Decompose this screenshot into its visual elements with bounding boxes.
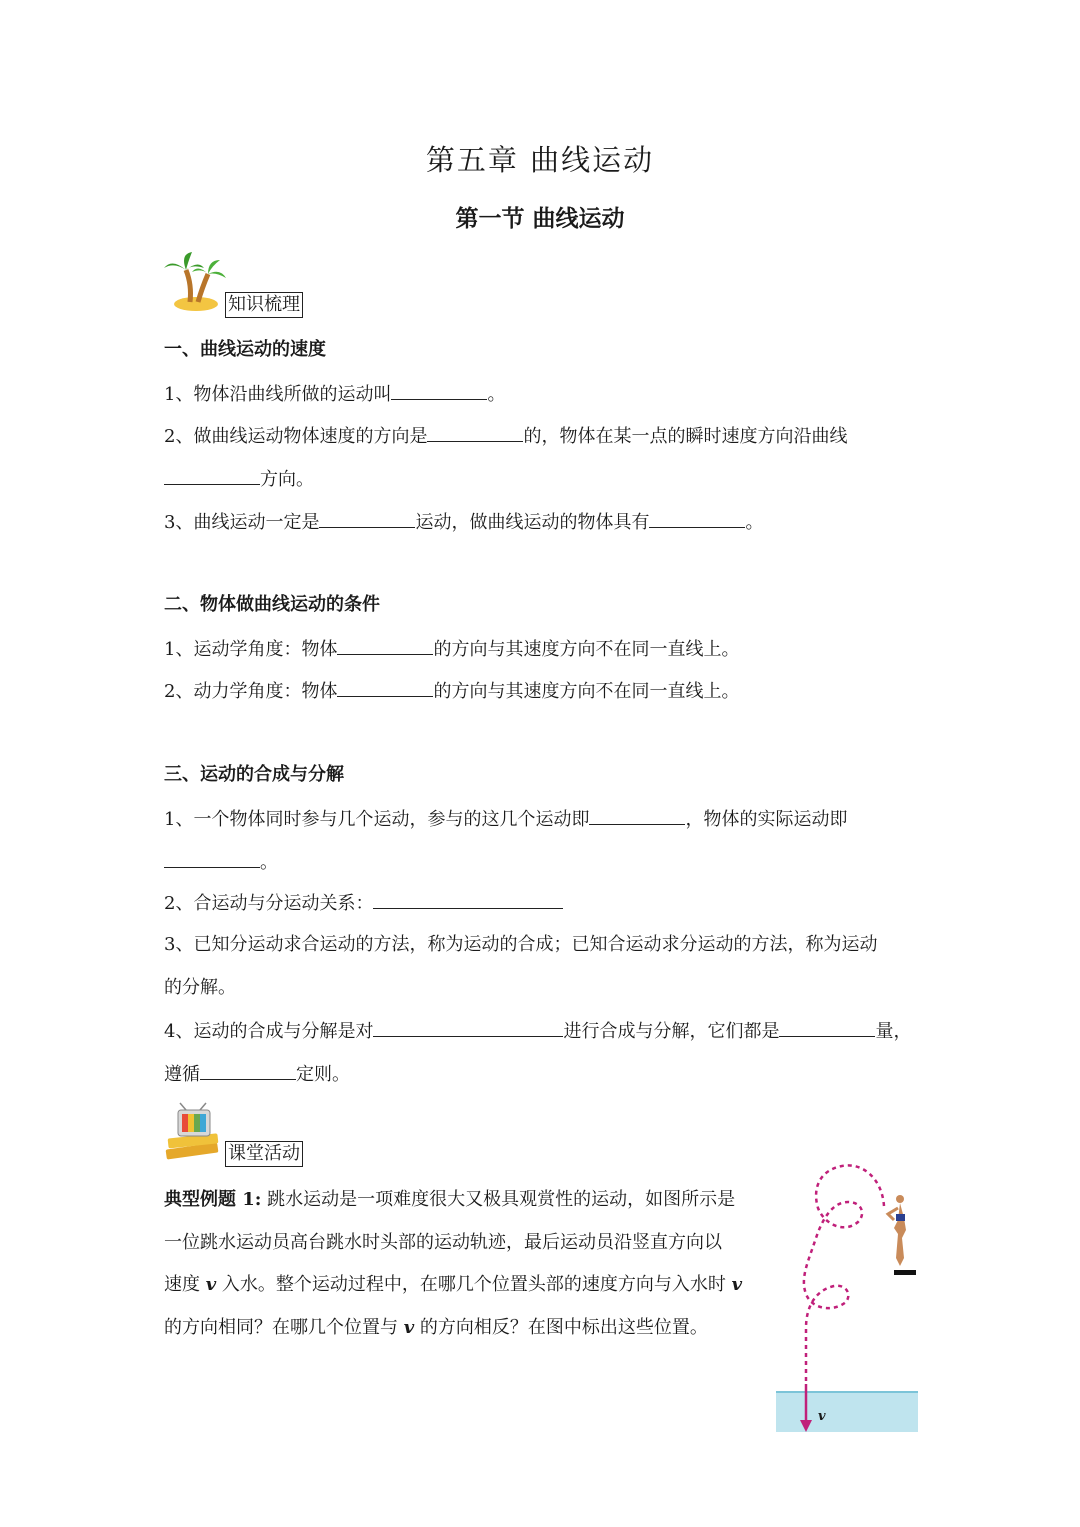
- s1-line2: 2、做曲线运动物体速度的方向是 的，物体在某一点的瞬时速度方向沿曲线: [164, 423, 847, 449]
- blank[interactable]: [200, 1061, 296, 1080]
- s3-line4: 4、运动的合成与分解是对 进行合成与分解，它们都是 量，: [164, 1018, 911, 1044]
- blank[interactable]: [319, 509, 415, 528]
- s1-line3: 3、曲线运动一定是 运动，做曲线运动的物体具有 。: [164, 509, 763, 535]
- activity-badge: 课堂活动: [225, 1141, 303, 1167]
- example-line4: 的方向相同？在哪几个位置与 v 的方向相反？在图中标出这些位置。: [164, 1317, 708, 1338]
- water-surface: [776, 1392, 918, 1432]
- blank[interactable]: [164, 849, 260, 868]
- s2-line2: 2、动力学角度：物体 的方向与其速度方向不在同一直线上。: [164, 678, 739, 704]
- blank[interactable]: [337, 678, 433, 697]
- example-line2: 一位跳水运动员高台跳水时头部的运动轨迹，最后运动员沿竖直方向以: [164, 1232, 722, 1253]
- blank[interactable]: [391, 381, 487, 400]
- blank[interactable]: [164, 466, 260, 485]
- s2-heading: 二、物体做曲线运动的条件: [164, 594, 380, 615]
- s3-line2: 2、合运动与分运动关系：: [164, 890, 563, 916]
- blank[interactable]: [427, 423, 523, 442]
- blank[interactable]: [779, 1018, 875, 1037]
- trajectory-path: [804, 1165, 884, 1384]
- diving-platform: [894, 1270, 916, 1275]
- figure-v-label: v: [818, 1409, 826, 1424]
- s3-line1-cont: 。: [164, 849, 278, 875]
- blank[interactable]: [373, 890, 563, 909]
- blank[interactable]: [337, 636, 433, 655]
- example-line1: 典型例题 1: 跳水运动是一项难度很大又极具观赏性的运动，如图所示是: [164, 1189, 736, 1210]
- books-tv-icon: [162, 1102, 228, 1164]
- section-title: 第一节 曲线运动: [455, 205, 625, 232]
- knowledge-badge: 知识梳理: [225, 292, 303, 318]
- diver-icon: [888, 1195, 906, 1266]
- s1-line1: 1、物体沿曲线所做的运动叫 。: [164, 381, 505, 407]
- example-line3: 速度 v 入水。整个运动过程中，在哪几个位置头部的速度方向与入水时 v: [164, 1274, 743, 1295]
- s1-line2-cont: 方向。: [164, 466, 314, 492]
- s3-line3-cont: 的分解。: [164, 977, 236, 998]
- s3-heading: 三、运动的合成与分解: [164, 764, 344, 785]
- s1-heading: 一、曲线运动的速度: [164, 339, 326, 360]
- palm-tree-icon: [162, 250, 228, 314]
- s2-line1: 1、运动学角度：物体 的方向与其速度方向不在同一直线上。: [164, 636, 739, 662]
- s3-line1: 1、一个物体同时参与几个运动，参与的这几个运动即 ，物体的实际运动即: [164, 806, 847, 832]
- s3-line5: 遵循 定则。: [164, 1061, 350, 1087]
- chapter-title: 第五章 曲线运动: [425, 143, 655, 177]
- blank[interactable]: [373, 1018, 563, 1037]
- diving-trajectory-figure: [772, 1158, 922, 1440]
- blank[interactable]: [649, 509, 745, 528]
- s3-line3: 3、已知分运动求合运动的方法，称为运动的合成；已知合运动求分运动的方法，称为运动: [164, 934, 878, 955]
- blank[interactable]: [589, 806, 685, 825]
